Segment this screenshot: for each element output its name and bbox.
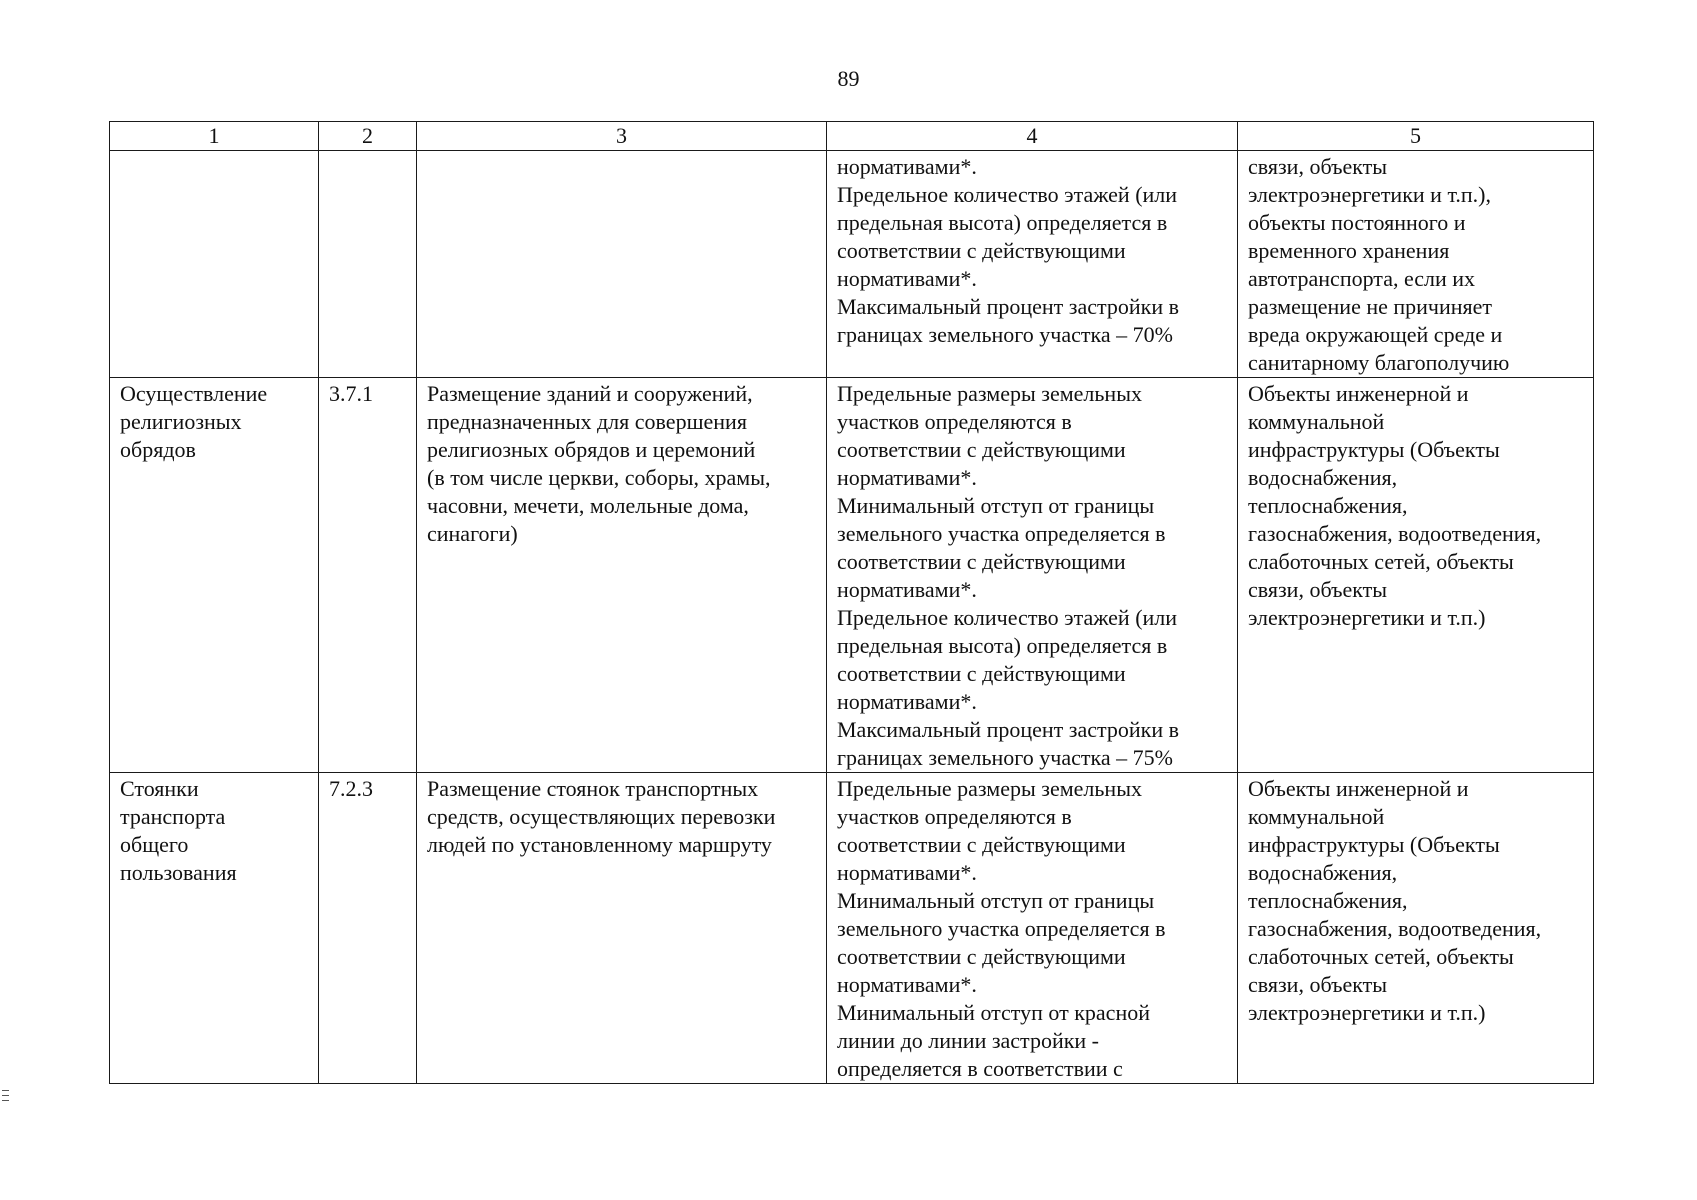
column-header-3: 3 [417,122,827,151]
column-header-5: 5 [1238,122,1594,151]
table-row [110,378,1594,773]
text-line: вреда окружающей среде и [1248,322,1503,347]
cell-use-code [319,151,417,378]
column-header-4: 4 [827,122,1238,151]
text-line: электроэнергетики и т.п.), [1248,182,1491,207]
text-line: соответствии с действующими [837,832,1126,857]
text-line: нормативами*. [837,577,977,602]
text-line: средств, осуществляющих перевозки [427,804,776,829]
text-line: Минимальный отступ от красной [837,1000,1150,1025]
cell-use-name [110,773,319,1084]
text-line: электроэнергетики и т.п.) [1248,1000,1486,1025]
text-line: газоснабжения, водоотведения, [1248,521,1542,546]
cell-use-name [110,378,319,773]
text-line: Осуществление [120,381,268,406]
text-line: электроэнергетики и т.п.) [1248,605,1486,630]
text-line: участков определяются в [837,804,1072,829]
text-line: объекты постоянного и [1248,210,1466,235]
text-line: нормативами*. [837,465,977,490]
cell-parameters [827,151,1238,378]
table-row [110,773,1594,1084]
text-line: нормативами*. [837,266,977,291]
text-line: соответствии с действующими [837,549,1126,574]
text-line: Объекты инженерной и [1248,381,1469,406]
cell-auxiliary-uses [1238,378,1594,773]
text-line: нормативами*. [837,154,977,179]
text-line: земельного участка определяется в [837,916,1166,941]
text-line: связи, объекты [1248,154,1388,179]
text-line: предельная высота) определяется в [837,210,1168,235]
text-line: слаботочных сетей, объекты [1248,944,1514,969]
text-line: предельная высота) определяется в [837,633,1168,658]
column-header-2: 2 [319,122,417,151]
text-line: инфраструктуры (Объекты [1248,437,1500,462]
text-line: Предельные размеры земельных [837,776,1142,801]
page-number: 89 [837,66,860,91]
text-line: санитарному благополучию [1248,350,1510,375]
text-line: Объекты инженерной и [1248,776,1469,801]
text-line: пользования [120,860,237,885]
text-line: водоснабжения, [1248,465,1398,490]
text-line: связи, объекты [1248,577,1388,602]
text-line: размещение не причиняет [1248,294,1493,319]
cell-use-description [417,151,827,378]
text-line: общего [120,832,189,857]
text-line: Максимальный процент застройки в [837,717,1179,742]
cell-parameters [827,378,1238,773]
text-line: Предельные размеры земельных [837,381,1142,406]
text-line: газоснабжения, водоотведения, [1248,916,1542,941]
cell-auxiliary-uses [1238,773,1594,1084]
text-line: религиозных [120,409,242,434]
text-line: автотранспорта, если их [1248,266,1476,291]
zoning-table [109,121,1594,1084]
text-line: обрядов [120,437,196,462]
text-line: Стоянки [120,776,199,801]
text-line: соответствии с действующими [837,661,1126,686]
cell-parameters [827,773,1238,1084]
cell-use-name [110,151,319,378]
table-row [110,151,1594,378]
scan-artifact [2,1100,9,1101]
cell-use-code: 3.7.1 [319,378,417,773]
text-line: (в том числе церкви, соборы, храмы, [427,465,771,490]
text-line: коммунальной [1248,409,1385,434]
text-line: границах земельного участка – 70% [837,322,1173,347]
text-line: нормативами*. [837,972,977,997]
text-line: Минимальный отступ от границы [837,493,1155,518]
text-line: коммунальной [1248,804,1385,829]
text-line: Минимальный отступ от границы [837,888,1155,913]
text-line: слаботочных сетей, объекты [1248,549,1514,574]
text-line: водоснабжения, [1248,860,1398,885]
cell-use-code: 7.2.3 [319,773,417,1084]
text-line: временного хранения [1248,238,1450,263]
text-line: Размещение стоянок транспортных [427,776,759,801]
text-line: Максимальный процент застройки в [837,294,1179,319]
text-line: связи, объекты [1248,972,1388,997]
text-line: Размещение зданий и сооружений, [427,381,753,406]
text-line: границах земельного участка – 75% [837,745,1173,770]
text-line: синагоги) [427,521,518,546]
text-line: транспорта [120,804,226,829]
text-line: предназначенных для совершения [427,409,747,434]
text-line: Предельное количество этажей (или [837,605,1178,630]
scan-artifact [2,1095,9,1096]
text-line: определяется в соответствии с [837,1056,1123,1081]
text-line: нормативами*. [837,860,977,885]
cell-use-description [417,773,827,1084]
text-line: людей по установленному маршруту [427,832,772,857]
text-line: религиозных обрядов и церемоний [427,437,756,462]
text-line: часовни, мечети, молельные дома, [427,493,749,518]
text-line: соответствии с действующими [837,238,1126,263]
text-line: участков определяются в [837,409,1072,434]
text-line: теплоснабжения, [1248,888,1408,913]
text-line: линии до линии застройки - [837,1028,1100,1053]
text-line: соответствии с действующими [837,944,1126,969]
cell-auxiliary-uses [1238,151,1594,378]
text-line: земельного участка определяется в [837,521,1166,546]
column-header-1: 1 [110,122,319,151]
text-line: инфраструктуры (Объекты [1248,832,1500,857]
text-line: Предельное количество этажей (или [837,182,1178,207]
text-line: соответствии с действующими [837,437,1126,462]
text-line: теплоснабжения, [1248,493,1408,518]
scan-artifact [2,1090,9,1091]
text-line: нормативами*. [837,689,977,714]
header-row [110,122,1594,151]
cell-use-description [417,378,827,773]
